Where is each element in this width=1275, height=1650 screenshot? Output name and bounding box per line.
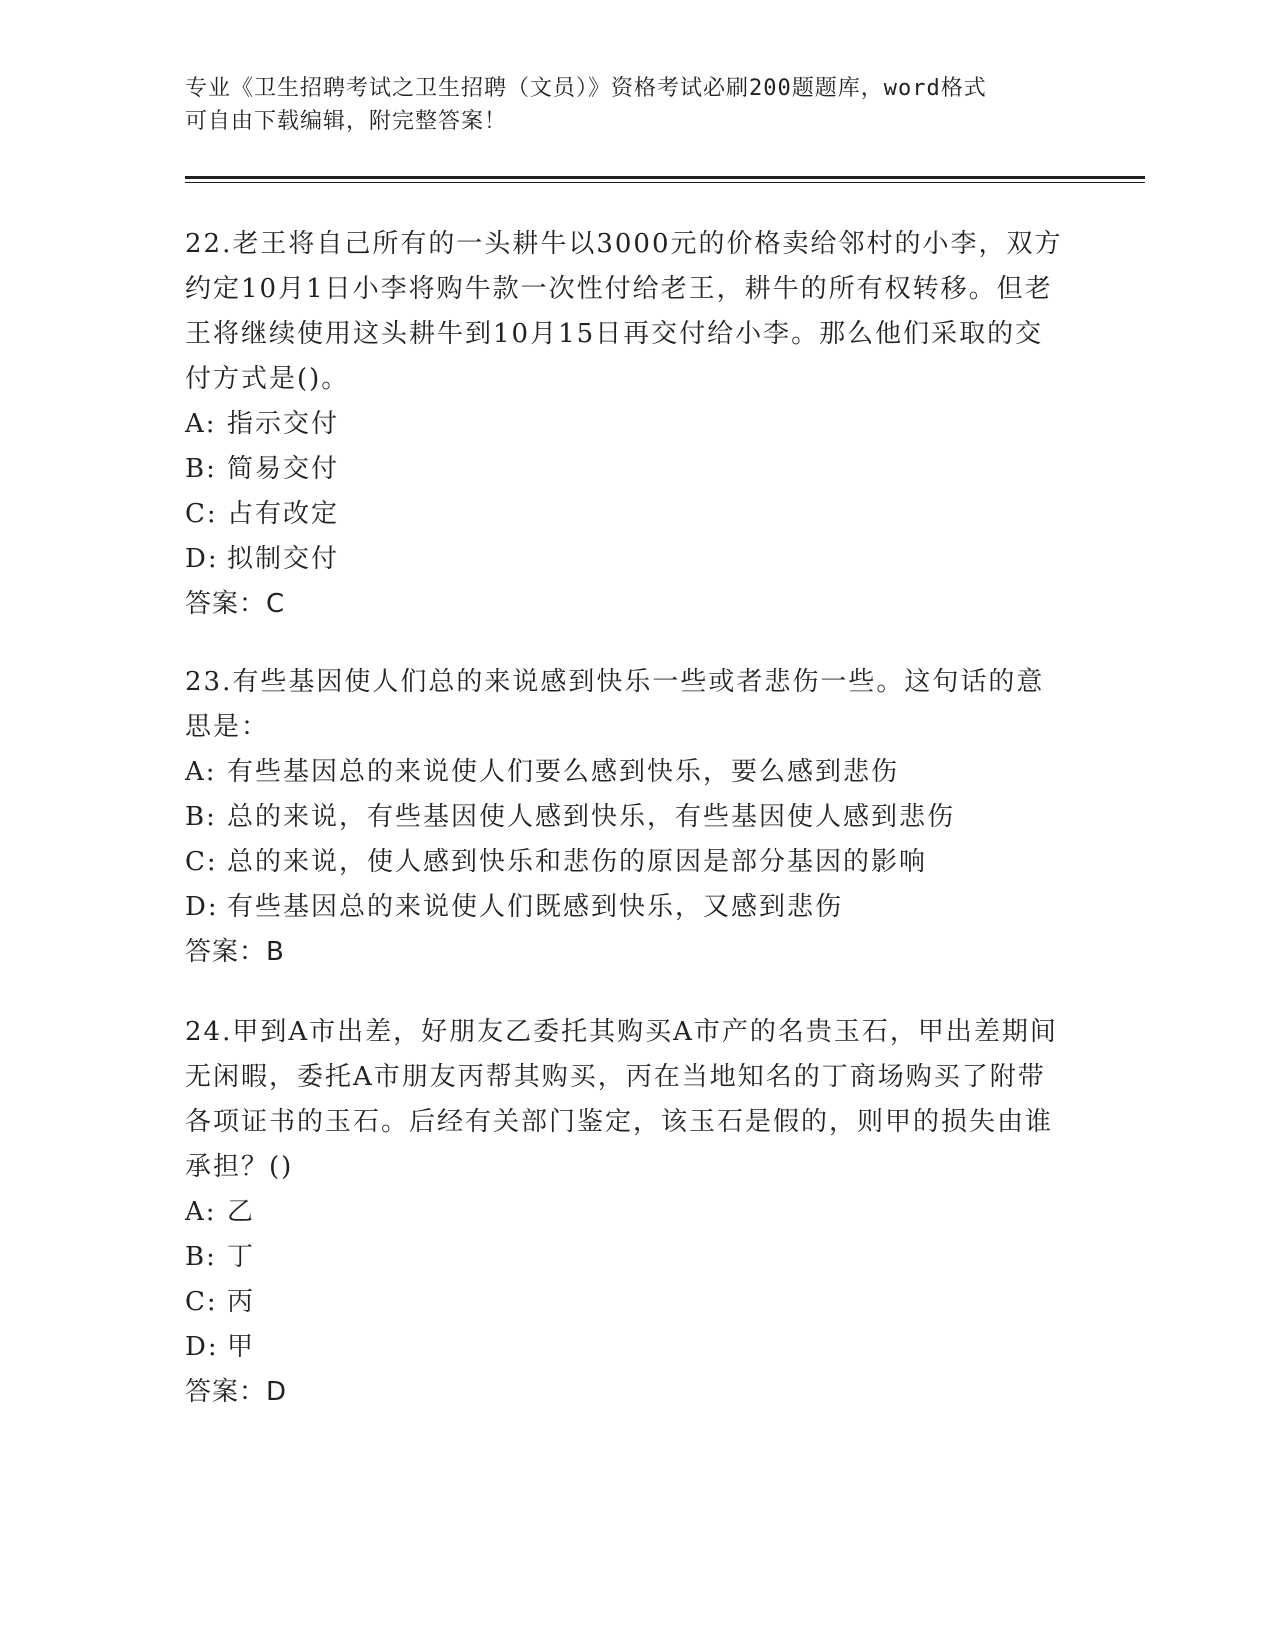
option-text: 拟制交付 [227, 544, 340, 574]
option-text: 指示交付 [227, 409, 340, 439]
option-a [185, 1190, 1065, 1235]
header-divider-thin [185, 182, 1145, 183]
option-letter: D: [185, 1332, 219, 1362]
option-text: 总的来说，有些基因使人感到快乐，有些基因使人感到悲伤 [227, 802, 956, 832]
option-c [185, 492, 1065, 537]
question-23 [185, 660, 1065, 975]
option-text: 甲 [227, 1332, 256, 1362]
option-text: 乙 [227, 1197, 256, 1227]
document-header [185, 72, 1065, 138]
option-text: 有些基因总的来说使人们既感到快乐，又感到悲伤 [227, 892, 844, 922]
option-a [185, 750, 1065, 795]
option-d [185, 885, 1065, 930]
question-stem: 24.甲到A市出差，好朋友乙委托其购买A市产的名贵玉石，甲出差期间无闲暇，委托A市朋友丙帮其购买，丙在当地知名的丁商场购买了附带各项证书的玉石。后经有关部门鉴定，该玉石是假的，则甲的损失由谁承担？() [185, 1017, 1058, 1182]
option-a [185, 402, 1065, 447]
option-letter: A: [185, 757, 217, 787]
answer-line: 答案：D [185, 1377, 288, 1407]
option-letter: A: [185, 1197, 217, 1227]
option-d [185, 1325, 1065, 1370]
option-b [185, 447, 1065, 492]
option-text: 有些基因总的来说使人们要么感到快乐，要么感到悲伤 [227, 757, 900, 787]
answer-line: 答案：B [185, 937, 285, 967]
option-letter: C: [185, 499, 218, 529]
question-stem: 23.有些基因使人们总的来说感到快乐一些或者悲伤一些。这句话的意思是： [185, 667, 1045, 742]
option-c [185, 1280, 1065, 1325]
option-c [185, 840, 1065, 885]
answer-line: 答案：C [185, 589, 286, 619]
question-24 [185, 1010, 1065, 1415]
option-text: 总的来说，使人感到快乐和悲伤的原因是部分基因的影响 [227, 847, 928, 877]
option-letter: B: [185, 454, 217, 484]
option-text: 丁 [227, 1242, 256, 1272]
question-stem: 22.老王将自己所有的一头耕牛以3000元的价格卖给邻村的小李，双方约定10月1日小李将购牛款一次性付给老王，耕牛的所有权转移。但老王将继续使用这头耕牛到10月15日再交付给小李。那么他们采取的交付方式是()。 [185, 229, 1063, 394]
option-text: 简易交付 [227, 454, 340, 484]
option-letter: B: [185, 802, 217, 832]
option-letter: D: [185, 544, 219, 574]
option-d [185, 537, 1065, 582]
option-b [185, 1235, 1065, 1280]
question-22 [185, 222, 1065, 627]
option-text: 丙 [227, 1287, 256, 1317]
option-letter: C: [185, 1287, 218, 1317]
header-line-1: 专业《卫生招聘考试之卫生招聘（文员）》资格考试必刷200题题库，word格式 [185, 76, 987, 101]
option-letter: C: [185, 847, 218, 877]
option-letter: D: [185, 892, 219, 922]
option-letter: A: [185, 409, 217, 439]
option-b [185, 795, 1065, 840]
header-divider-thick [185, 176, 1145, 179]
option-text: 占有改定 [227, 499, 340, 529]
header-line-2: 可自由下载编辑，附完整答案！ [185, 109, 508, 134]
option-letter: B: [185, 1242, 217, 1272]
